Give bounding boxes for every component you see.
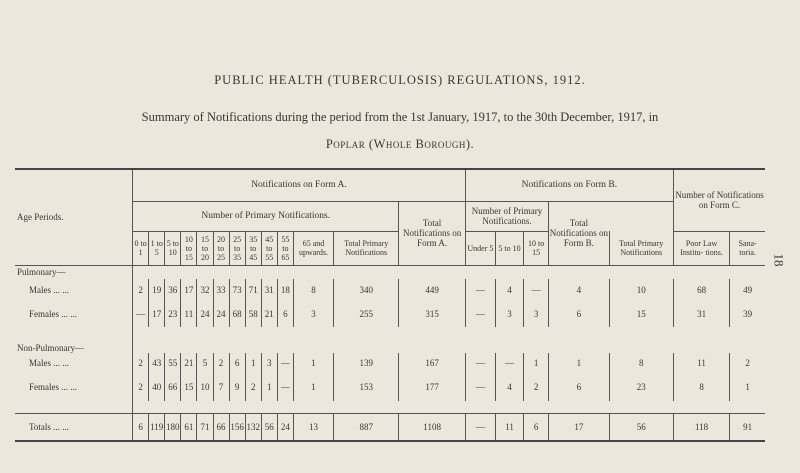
table-cell: 7 <box>213 373 229 401</box>
sanatoria-header: Sana- toria. <box>730 231 765 265</box>
table-cell: 15 <box>181 373 197 401</box>
table-cell: 8 <box>293 279 333 301</box>
table-cell: 3 <box>293 301 333 327</box>
table-cell: 2 <box>245 373 261 401</box>
primary-b-header: Number of Primary Notifications. <box>465 201 548 231</box>
table-cell: 18 <box>277 279 293 301</box>
table-cell: — <box>133 301 149 327</box>
table-cell: 24 <box>197 301 213 327</box>
section-non-pulmonary: Non-Pulmonary— <box>17 343 84 353</box>
table-cell: 36 <box>165 279 181 301</box>
table-cell: 11 <box>673 353 729 373</box>
table-cell: 68 <box>229 301 245 327</box>
table-cell: 1 <box>293 373 333 401</box>
table-cell: — <box>465 279 495 301</box>
table-cell: 887 <box>334 413 399 441</box>
row-label: Females ... ... <box>29 309 77 319</box>
table-cell: 1 <box>261 373 277 401</box>
table-cell: 1108 <box>399 413 465 441</box>
total-b-header: Total Notifications on Form B. <box>549 201 609 265</box>
table-cell: 55 <box>165 353 181 373</box>
table-cell: 71 <box>197 413 213 441</box>
table-cell: 1 <box>524 353 549 373</box>
table-cell: 31 <box>261 279 277 301</box>
table-cell: 6 <box>277 301 293 327</box>
age-col-20-25: 20 to 25 <box>213 231 229 265</box>
table-cell: 11 <box>495 413 523 441</box>
table-cell: 58 <box>245 301 261 327</box>
table-cell: 56 <box>609 413 673 441</box>
table-cell: 2 <box>133 279 149 301</box>
section-pulmonary: Pulmonary— <box>15 265 133 279</box>
table-cell: 8 <box>673 373 729 401</box>
table-cell: 340 <box>334 279 399 301</box>
table-cell: 24 <box>213 301 229 327</box>
table-cell: 255 <box>334 301 399 327</box>
table-cell: — <box>495 353 523 373</box>
table-cell: 6 <box>524 413 549 441</box>
age-col-5-10: 5 to 10 <box>165 231 181 265</box>
row-label: Males ... ... <box>29 358 69 368</box>
table-cell: 2 <box>133 353 149 373</box>
table-cell: 1 <box>245 353 261 373</box>
table-cell: 91 <box>730 413 765 441</box>
table-row <box>15 279 765 301</box>
document-title: PUBLIC HEALTH (TUBERCULOSIS) REGULATIONS, 1912. <box>214 73 586 87</box>
district-label: Poplar (Whole Borough). <box>325 137 475 151</box>
age-col-45-55: 45 to 55 <box>261 231 277 265</box>
row-label: Males ... ... <box>29 285 69 295</box>
table-cell: 119 <box>149 413 165 441</box>
table-cell: — <box>465 373 495 401</box>
table-cell: 153 <box>334 373 399 401</box>
table-cell: 6 <box>549 373 609 401</box>
age-col-10-15: 10 to 15 <box>181 231 197 265</box>
table-cell: 19 <box>149 279 165 301</box>
table-cell: 2 <box>730 353 765 373</box>
table-cell: — <box>524 279 549 301</box>
table-cell: 32 <box>197 279 213 301</box>
document-subtitle: Summary of Notifications during the period from the 1st January, 1917, to the 30th December, 1917, in <box>141 110 659 124</box>
table-cell: 3 <box>524 301 549 327</box>
poor-law-header: Poor Law Institu- tions. <box>673 231 729 265</box>
table-cell: 13 <box>293 413 333 441</box>
table-cell: 10 <box>197 373 213 401</box>
total-a-header: Total Notifications on Form A. <box>399 201 465 265</box>
table-row <box>15 413 765 441</box>
table-cell: 21 <box>181 353 197 373</box>
table-cell: 132 <box>245 413 261 441</box>
table-cell: 2 <box>213 353 229 373</box>
table-cell: 180 <box>165 413 181 441</box>
table-cell: 1 <box>549 353 609 373</box>
district-name <box>0 137 800 152</box>
age-col-1-5: 1 to 5 <box>149 231 165 265</box>
table-cell: 68 <box>673 279 729 301</box>
totals-label: Totals ... ... <box>15 413 133 441</box>
table-cell: 66 <box>213 413 229 441</box>
table-cell: 156 <box>229 413 245 441</box>
table-cell: 4 <box>495 279 523 301</box>
table-cell: 8 <box>609 353 673 373</box>
table-cell: 1 <box>730 373 765 401</box>
table-cell: — <box>277 353 293 373</box>
table-cell: 6 <box>133 413 149 441</box>
table-cell: 40 <box>149 373 165 401</box>
table-cell: 17 <box>549 413 609 441</box>
age-col-35-45: 35 to 45 <box>245 231 261 265</box>
table-cell: 17 <box>181 279 197 301</box>
age-col-under-5: Under 5 <box>465 231 495 265</box>
table-cell: 9 <box>229 373 245 401</box>
table-cell: 43 <box>149 353 165 373</box>
table-cell: 4 <box>495 373 523 401</box>
table-cell: — <box>277 373 293 401</box>
table-cell: 177 <box>399 373 465 401</box>
age-col-65-up: 65 and upwards. <box>293 231 333 265</box>
table-cell: 6 <box>549 301 609 327</box>
age-col-b-5-10: 5 to 10 <box>495 231 523 265</box>
table-cell: 2 <box>524 373 549 401</box>
table-cell: 73 <box>229 279 245 301</box>
table-cell: — <box>465 353 495 373</box>
table-cell: 23 <box>609 373 673 401</box>
table-cell: 118 <box>673 413 729 441</box>
table-cell: 449 <box>399 279 465 301</box>
table-cell: 31 <box>673 301 729 327</box>
table-cell: 1 <box>293 353 333 373</box>
table-cell: 4 <box>549 279 609 301</box>
table-cell: — <box>465 413 495 441</box>
form-a-header: Notifications on Form A. <box>133 169 466 201</box>
table-cell: 11 <box>181 301 197 327</box>
table-cell: 39 <box>730 301 765 327</box>
table-cell: 15 <box>609 301 673 327</box>
table-cell: 49 <box>730 279 765 301</box>
age-col-15-20: 15 to 20 <box>197 231 213 265</box>
table-row <box>15 353 765 373</box>
primary-a-header: Number of Primary Notifications. <box>133 201 399 231</box>
table-cell: 139 <box>334 353 399 373</box>
table-cell: 23 <box>165 301 181 327</box>
total-primary-b-header: Total Primary Notifications <box>609 231 673 265</box>
total-primary-a-header: Total Primary Notifications <box>334 231 399 265</box>
table-cell: 315 <box>399 301 465 327</box>
table-cell: 167 <box>399 353 465 373</box>
notifications-table <box>15 168 765 442</box>
table-cell: 21 <box>261 301 277 327</box>
form-b-header: Notifications on Form B. <box>465 169 673 201</box>
table-cell: 3 <box>495 301 523 327</box>
row-label: Females ... ... <box>29 382 77 392</box>
table-row <box>15 373 765 401</box>
table-cell: 5 <box>197 353 213 373</box>
age-col-b-10-15: 10 to 15 <box>524 231 549 265</box>
table-cell: 3 <box>261 353 277 373</box>
table-row <box>15 301 765 327</box>
table-cell: 33 <box>213 279 229 301</box>
table-cell: 71 <box>245 279 261 301</box>
age-col-25-35: 25 to 35 <box>229 231 245 265</box>
page-number: 18 <box>771 253 787 267</box>
table-cell: 17 <box>149 301 165 327</box>
table-cell: 6 <box>229 353 245 373</box>
table-cell: 66 <box>165 373 181 401</box>
table-cell: 24 <box>277 413 293 441</box>
table-cell: 61 <box>181 413 197 441</box>
age-col-55-65: 55 to 65 <box>277 231 293 265</box>
age-periods-header: Age Periods. <box>15 169 133 265</box>
table-cell: 10 <box>609 279 673 301</box>
table-cell: — <box>465 301 495 327</box>
age-col-0-1: 0 to 1 <box>133 231 149 265</box>
form-c-header: Number of Notifications on Form C. <box>673 169 765 231</box>
table-cell: 2 <box>133 373 149 401</box>
table-cell: 56 <box>261 413 277 441</box>
